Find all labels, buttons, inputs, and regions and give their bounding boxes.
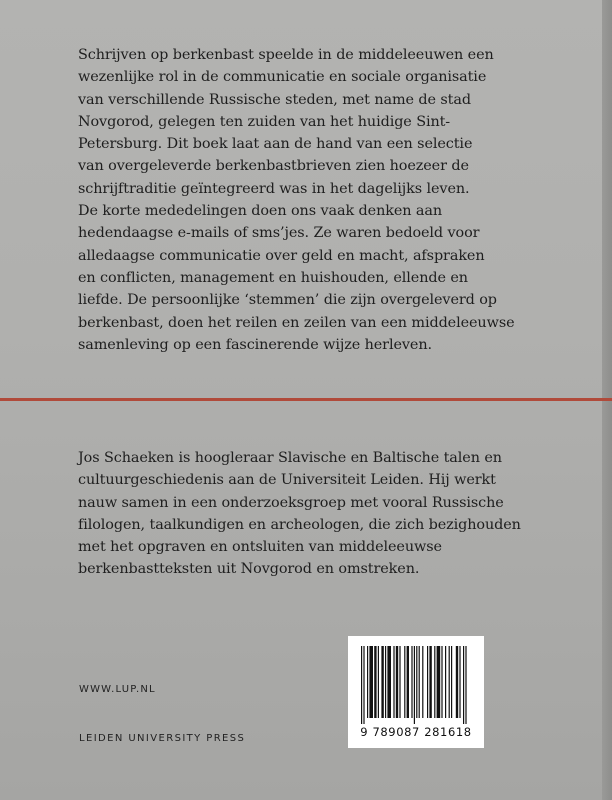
barcode-bar bbox=[367, 646, 368, 718]
barcode-bar bbox=[361, 646, 362, 724]
barcode-bar bbox=[369, 646, 373, 718]
blurb-line: van verschillende Russische steden, met name de stad bbox=[78, 91, 471, 108]
blurb-line: liefde. De persoonlijke ‘stemmen’ die zijn overgeleverd op bbox=[78, 292, 497, 309]
barcode-bar bbox=[465, 646, 466, 724]
blurb-line: en conflicten, management en huishouden, ellende en bbox=[78, 269, 468, 286]
isbn-number: 9 789087 281618 bbox=[360, 725, 472, 739]
barcode-bar bbox=[407, 646, 409, 718]
barcode-bars bbox=[359, 646, 473, 724]
blurb-paragraph bbox=[78, 44, 598, 356]
barcode-bar bbox=[456, 646, 458, 718]
barcode-bar bbox=[416, 646, 417, 718]
barcode-bar bbox=[422, 646, 423, 718]
publisher-url: WWW.LUP.NL bbox=[79, 684, 156, 695]
blurb-line: schrijftraditie geïntegreerd was in het dagelijks leven. bbox=[78, 180, 470, 197]
blurb-line: Petersburg. Dit boek laat aan de hand van een selectie bbox=[78, 136, 473, 153]
bio-line: met het opgraven en ontsluiten van middeleeuwse bbox=[78, 539, 442, 556]
bio-line: berkenbastteksten uit Novgorod en omstreken. bbox=[78, 561, 420, 578]
red-divider-rule bbox=[0, 398, 612, 401]
barcode-bar bbox=[419, 646, 420, 718]
barcode-bar bbox=[387, 646, 391, 718]
barcode-bar bbox=[393, 646, 394, 718]
barcode-bar bbox=[411, 646, 412, 718]
barcode-bar bbox=[463, 646, 464, 724]
barcode-bar bbox=[381, 646, 383, 718]
blurb-line: De korte mededelingen doen ons vaak denken aan bbox=[78, 203, 443, 220]
bio-line: filologen, taalkundigen en archeologen, die zich bezighouden bbox=[78, 516, 521, 533]
blurb-line: Schrijven op berkenbast speelde in de middeleeuwen een bbox=[78, 47, 494, 63]
blurb-line: Novgorod, gelegen ten zuiden van het huidige Sint- bbox=[78, 113, 451, 130]
barcode-bar bbox=[427, 646, 428, 718]
blurb-line: samenleving op een fascinerende wijze herleven. bbox=[78, 336, 432, 353]
barcode-bar bbox=[434, 646, 435, 718]
blurb-line: hedendaagse e-mails of sms’jes. Ze waren bedoeld voor bbox=[78, 225, 480, 242]
barcode-bar bbox=[378, 646, 379, 718]
isbn-barcode bbox=[348, 636, 484, 748]
blurb-line: berkenbast, doen het reilen en zeilen van een middeleeuwse bbox=[78, 314, 515, 331]
blurb-line: van overgeleverde berkenbastbrieven zien hoezeer de bbox=[78, 158, 469, 175]
bio-line: cultuurgeschiedenis aan de Universiteit Leiden. Hij werkt bbox=[78, 472, 496, 489]
barcode-bar bbox=[374, 646, 376, 718]
barcode-bar bbox=[429, 646, 431, 718]
bio-line: Jos Schaeken is hoogleraar Slavische en Baltische talen en bbox=[78, 450, 502, 466]
barcode-bar bbox=[451, 646, 452, 718]
blurb-line: alledaagse communicatie over geld en macht, afspraken bbox=[78, 247, 485, 264]
publisher-name: LEIDEN UNIVERSITY PRESS bbox=[79, 733, 246, 744]
barcode-bar bbox=[441, 646, 442, 718]
barcode-bar bbox=[399, 646, 400, 718]
barcode-bar bbox=[396, 646, 398, 718]
barcode-bar bbox=[385, 646, 386, 718]
barcode-bar bbox=[445, 646, 446, 718]
author-bio-paragraph bbox=[78, 447, 598, 581]
barcode-bar bbox=[363, 646, 364, 724]
bio-line: nauw samen in een onderzoeksgroep met vooral Russische bbox=[78, 494, 504, 511]
barcode-bar bbox=[414, 646, 415, 724]
barcode-bar bbox=[437, 646, 441, 718]
barcode-bar bbox=[449, 646, 450, 718]
barcode-bar bbox=[404, 646, 405, 718]
blurb-line: wezenlijke rol in de communicatie en sociale organisatie bbox=[78, 69, 487, 86]
barcode-bar bbox=[459, 646, 460, 718]
